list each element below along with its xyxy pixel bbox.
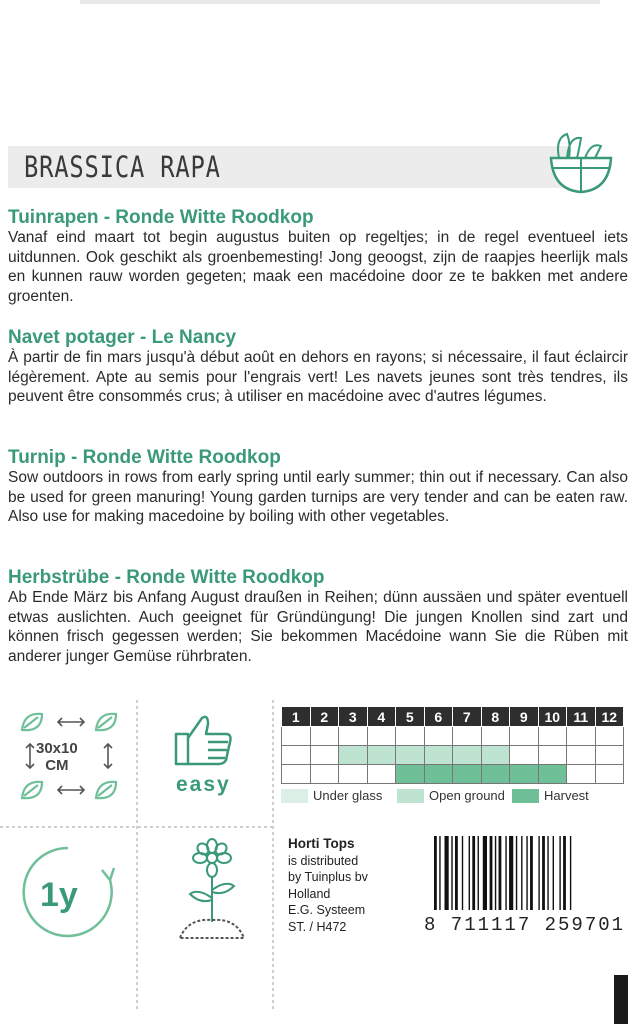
calendar-cell (367, 727, 396, 746)
section-dutch (8, 207, 628, 306)
section-title: Turnip - Ronde Witte Roodkop (8, 447, 281, 468)
barcode-bar (547, 836, 548, 910)
divider (136, 700, 138, 1010)
calendar-cell (282, 727, 311, 746)
calendar-month-label: 7 (453, 707, 482, 727)
brand-name: Horti Tops (288, 836, 355, 851)
barcode-bar (499, 836, 502, 910)
section-french (8, 327, 628, 407)
barcode-bar (451, 836, 452, 910)
calendar-month-label: 4 (367, 707, 396, 727)
calendar-cell (367, 746, 396, 765)
section-title: Tuinrapen - Ronde Witte Roodkop (8, 207, 314, 228)
calendar-cell (453, 746, 482, 765)
calendar-cell (396, 727, 425, 746)
calendar-cell (453, 765, 482, 784)
calendar-cell (481, 746, 510, 765)
calendar-cell (538, 727, 567, 746)
legend-swatch-under-glass (281, 789, 308, 803)
section-text: Vanaf eind maart tot begin augustus buiten op regeltjes; in de regel eventueel iets uitdunnen. Ook geschikt als groenbemesting! Jong geoogst, zijn de raapjes heerlijk mals en kunnen rauw worden gegeten; maak een macédoine door ze te bakken met andere groenten. (8, 229, 628, 305)
calendar-cell (453, 727, 482, 746)
distributor-line: ST. / H472 (288, 919, 347, 934)
calendar-month-label: 12 (595, 707, 624, 727)
legend-under-glass: Under glass (313, 788, 383, 803)
barcode-bar (478, 836, 479, 910)
calendar-header-row (282, 707, 624, 727)
barcode-bar (509, 836, 513, 910)
calendar-month-label: 1 (282, 707, 311, 727)
section-english (8, 447, 628, 527)
distributor-line: by Tuinplus bv (288, 870, 368, 884)
legend-swatch-open-ground (397, 789, 424, 803)
calendar-cell (595, 727, 624, 746)
spacing-unit: CM (45, 757, 69, 774)
barcode-bar (538, 836, 539, 910)
barcode-bar (455, 836, 458, 910)
section-text: Ab Ende März bis Anfang August draußen in Reihen; dünn aussäen und später eventuell etwas auslichten. Auch geeignet für Gründüngung! Die jungen Knollen sind zart und können frisch gegessen werden; Sie bekommen Macédoine wann Sie die Rüben mit anderer junger Gemüse rührbraten. (8, 589, 628, 665)
spacing-label (36, 740, 78, 774)
calendar-cell (595, 765, 624, 784)
calendar-month-label: 9 (510, 707, 539, 727)
calendar-cell (595, 746, 624, 765)
calendar-cell (396, 746, 425, 765)
calendar-cell (424, 746, 453, 765)
calendar-row-open-ground (282, 746, 624, 765)
barcode-bar (483, 836, 487, 910)
barcode-bar (563, 836, 566, 910)
legend-harvest: Harvest (544, 788, 589, 803)
section-text: Sow outdoors in rows from early spring until early summer; thin out if necessary. Can also be used for green manuring! Young garden turnips are very tender and can be eaten raw. Also use for making macedoine by boiling with other vegetables. (8, 469, 628, 525)
barcode-icon (432, 836, 622, 916)
distributor-line: Holland (288, 886, 331, 901)
calendar-month-label: 8 (481, 707, 510, 727)
calendar-cell (538, 765, 567, 784)
difficulty-label: easy (176, 773, 231, 796)
barcode-number: 8 711117 259701 (424, 914, 626, 936)
calendar-cell (310, 746, 339, 765)
barcode-bar (472, 836, 475, 910)
top-edge-bar (80, 0, 600, 4)
edge-bar (614, 975, 628, 1024)
barcode-bar (542, 836, 545, 910)
calendar-cell (367, 765, 396, 784)
calendar-cell (567, 746, 596, 765)
section-german (8, 567, 628, 666)
calendar-month-label: 3 (339, 707, 368, 727)
barcode-bar (462, 836, 463, 910)
legend-swatch-harvest (512, 789, 539, 803)
lifecycle-label: 1y (40, 876, 78, 914)
section-text: À partir de fin mars jusqu'à début août en dehors en rayons; si nécessaire, il faut éclaircir légèrement. Apte au semis pour l'engrais vert! Les navets jeunes sont très tendres, ils peuvent être consommés crus; à utiliser en macédoine avec d'autres légumes. (8, 349, 628, 405)
legend-open-ground: Open ground (429, 788, 505, 803)
distributor-info (288, 836, 368, 935)
calendar-cell (339, 727, 368, 746)
calendar-month-label: 6 (424, 707, 453, 727)
calendar-cell (538, 746, 567, 765)
species-banner (8, 146, 568, 188)
calendar-cell (424, 765, 453, 784)
calendar-cell (567, 765, 596, 784)
thumbs-up-icon (172, 712, 236, 768)
barcode-bar (434, 836, 437, 910)
calendar-cell (282, 765, 311, 784)
barcode-bar (521, 836, 522, 910)
distributor-line: is distributed (288, 853, 359, 868)
vegetable-bowl-icon (545, 128, 617, 198)
barcode-bar (570, 836, 571, 910)
barcode-bar (445, 836, 449, 910)
distributor-line: E.G. Systeem (288, 903, 366, 917)
species-name: BRASSICA RAPA (24, 150, 221, 184)
section-title: Navet potager - Le Nancy (8, 327, 237, 348)
barcode-bar (495, 836, 496, 910)
calendar-cell (339, 746, 368, 765)
calendar-cell (282, 746, 311, 765)
calendar-month-label: 10 (538, 707, 567, 727)
calendar-cell (424, 727, 453, 746)
flower-plant-icon (168, 838, 256, 948)
calendar-month-label: 11 (567, 707, 596, 727)
barcode-bar (553, 836, 554, 910)
calendar-cell (510, 746, 539, 765)
calendar-month-label: 2 (310, 707, 339, 727)
divider (272, 700, 274, 1010)
spacing-value: 30x10 (36, 740, 78, 757)
calendar-cell (481, 765, 510, 784)
calendar-cell (510, 765, 539, 784)
section-title: Herbstrübe - Ronde Witte Roodkop (8, 567, 325, 588)
calendar-cell (339, 765, 368, 784)
barcode-bar (439, 836, 440, 910)
sowing-calendar (281, 706, 624, 784)
barcode-bar (469, 836, 470, 910)
calendar-cell (310, 727, 339, 746)
barcode-bar (505, 836, 506, 910)
barcode-bar (516, 836, 517, 910)
calendar-cell (567, 727, 596, 746)
calendar-cell (310, 765, 339, 784)
calendar-cell (481, 727, 510, 746)
calendar-cell (510, 727, 539, 746)
calendar-cell (396, 765, 425, 784)
calendar-row-harvest (282, 765, 624, 784)
barcode-bar (526, 836, 527, 910)
divider (0, 826, 272, 828)
calendar-month-label: 5 (396, 707, 425, 727)
barcode-bar (530, 836, 533, 910)
calendar-row-under-glass (282, 727, 624, 746)
barcode-bar (559, 836, 560, 910)
barcode-bar (490, 836, 493, 910)
